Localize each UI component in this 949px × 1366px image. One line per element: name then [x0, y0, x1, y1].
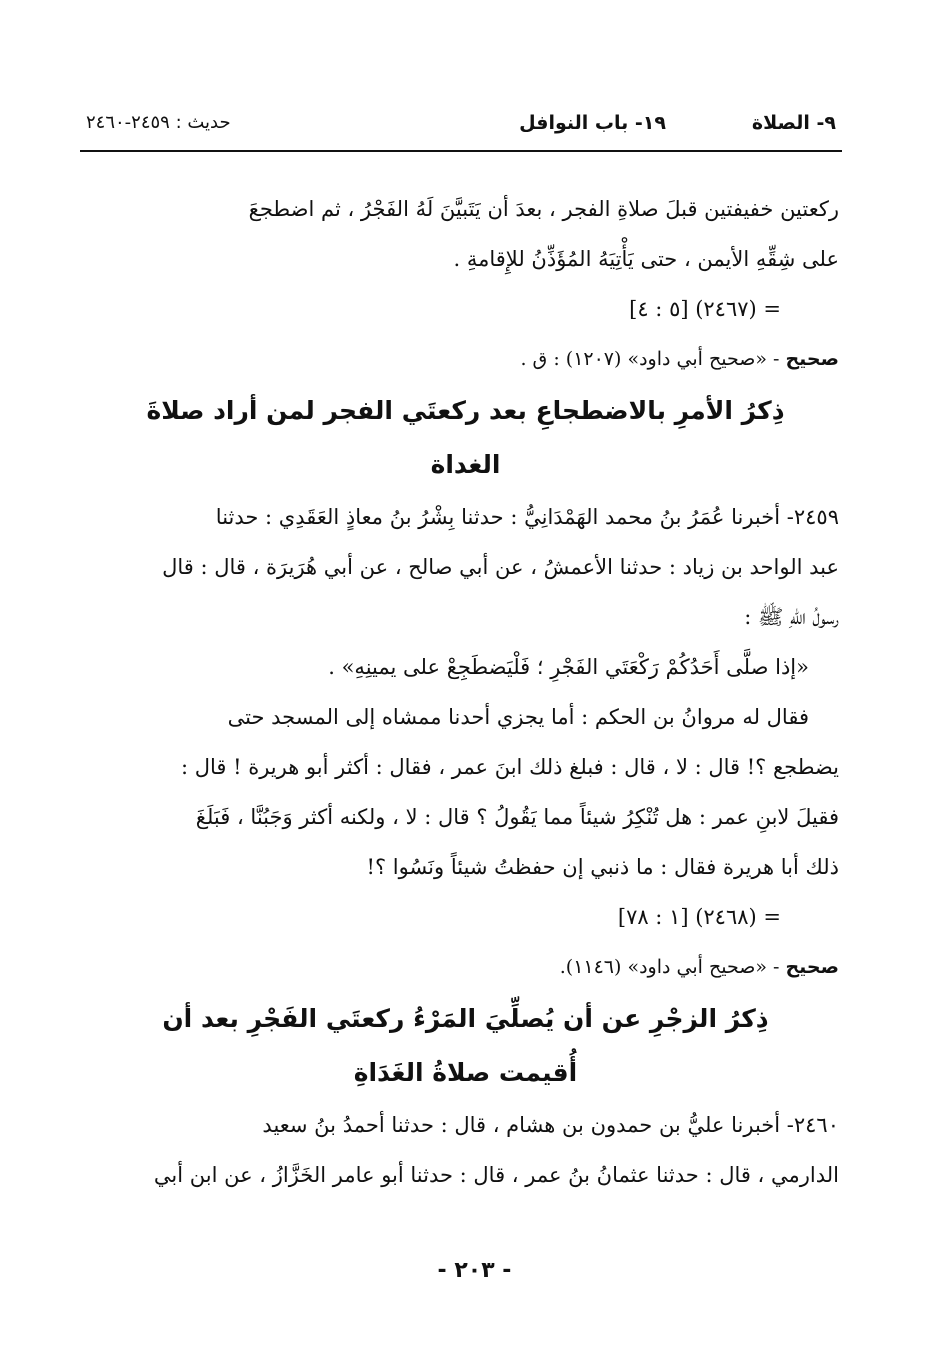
header-divider — [80, 150, 842, 152]
hadith-2459 — [92, 492, 839, 892]
text-line: ذلك أبا هريرة فقال : ما ذنبي إن حفظتُ شيئاً ونَسُوا ؟! — [366, 855, 839, 879]
hadith-range: حديث : ٢٤٥٩-٢٤٦٠ — [86, 112, 231, 133]
authenticity-grade — [92, 942, 839, 992]
grade-label: صحيح — [785, 956, 839, 978]
running-header — [86, 112, 836, 142]
chapter-heading — [92, 992, 839, 1100]
grade-source: - «صحيح أبي داود» (١٢٠٧) : ق . — [520, 348, 786, 370]
heading-line: أُقيمت صلاةُ الغَدَاةِ — [353, 1058, 578, 1087]
text-line: رسولُ اللهِ ﷺ : — [744, 605, 839, 629]
text-line: فقيلَ لابنِ عمر : هل تُنْكِرُ شيئاً مما يَقُولُ ؟ قال : لا ، ولكنه أكثر وَجَبُنَّا ، فَبَلَغَ — [195, 805, 839, 829]
text-line: ٢٤٦٠- أخبرنا عليُّ بن حمدون بن هشام ، قال : حدثنا أحمدُ بنُ سعيد — [262, 1113, 839, 1137]
cross-reference: = (٢٤٦٧) [٥ : ٤] — [629, 297, 781, 321]
page-body — [92, 184, 839, 1200]
heading-line: ذِكرُ الزجْرِ عن أن يُصلِّيَ المَرْءُ ركعتَي الفَجْرِ بعد أن — [162, 1004, 769, 1033]
text-line: ٢٤٥٩- أخبرنا عُمَرُ بنُ محمد الهَمْدَانِيُّ : حدثنا بِشْرُ بنُ معاذٍ العَقَدِي : حدثنا — [215, 505, 839, 529]
hadith-2460 — [92, 1100, 839, 1200]
chapter-title: ٩- الصلاة — [751, 112, 836, 134]
text-line: فقال له مروانُ بن الحكم : أما يجزي أحدنا ممشاه إلى المسجد حتى — [227, 705, 809, 729]
grade-label: صحيح — [785, 348, 839, 370]
heading-line: ذِكرُ الأمرِ بالاضطجاعِ بعد ركعتَي الفجر لمن أراد صلاةَ — [146, 396, 785, 425]
authenticity-grade — [92, 334, 839, 384]
heading-line: الغداة — [430, 450, 501, 479]
section-title: ١٩- باب النوافل — [519, 112, 666, 134]
text-line: الدارمي ، قال : حدثنا عثمانُ بنُ عمر ، قال : حدثنا أبو عامر الخَزَّازُ ، عن ابن أبي — [153, 1163, 839, 1187]
prophetic-quote: «إذا صلَّى أَحَدُكُمْ رَكْعَتَي الفَجْرِ ؛ فَلْيَضطَجِعْ على يمينِهِ» . — [328, 655, 809, 679]
text-line: ركعتين خفيفتين قبلَ صلاةِ الفجر ، بعدَ أن يَتَبيَّنَ لَهُ الفَجْرُ ، ثم اضطجعَ — [248, 197, 839, 221]
cross-reference: = (٢٤٦٨) [١ : ٧٨] — [617, 905, 781, 929]
chapter-heading — [92, 384, 839, 492]
text-line: عبد الواحد بن زياد : حدثنا الأعمشُ ، عن أبي صالح ، عن أبي هُرَيرَة ، قال : قال — [162, 555, 839, 579]
text-line: على شِقِّهِ الأيمن ، حتى يَأْتِيَهُ المُؤَذِّنُ للإِقامةِ . — [453, 247, 839, 271]
grade-source: - «صحيح أبي داود» (١١٤٦). — [559, 956, 786, 978]
text-line: يضطجع ؟! قال : لا ، قال : فبلغ ذلك ابنَ عمر ، فقال : أكثر أبو هريرة ! قال : — [180, 755, 839, 779]
page-number: - ٢٠٣ - — [437, 1258, 512, 1283]
continuation-paragraph — [92, 184, 839, 284]
